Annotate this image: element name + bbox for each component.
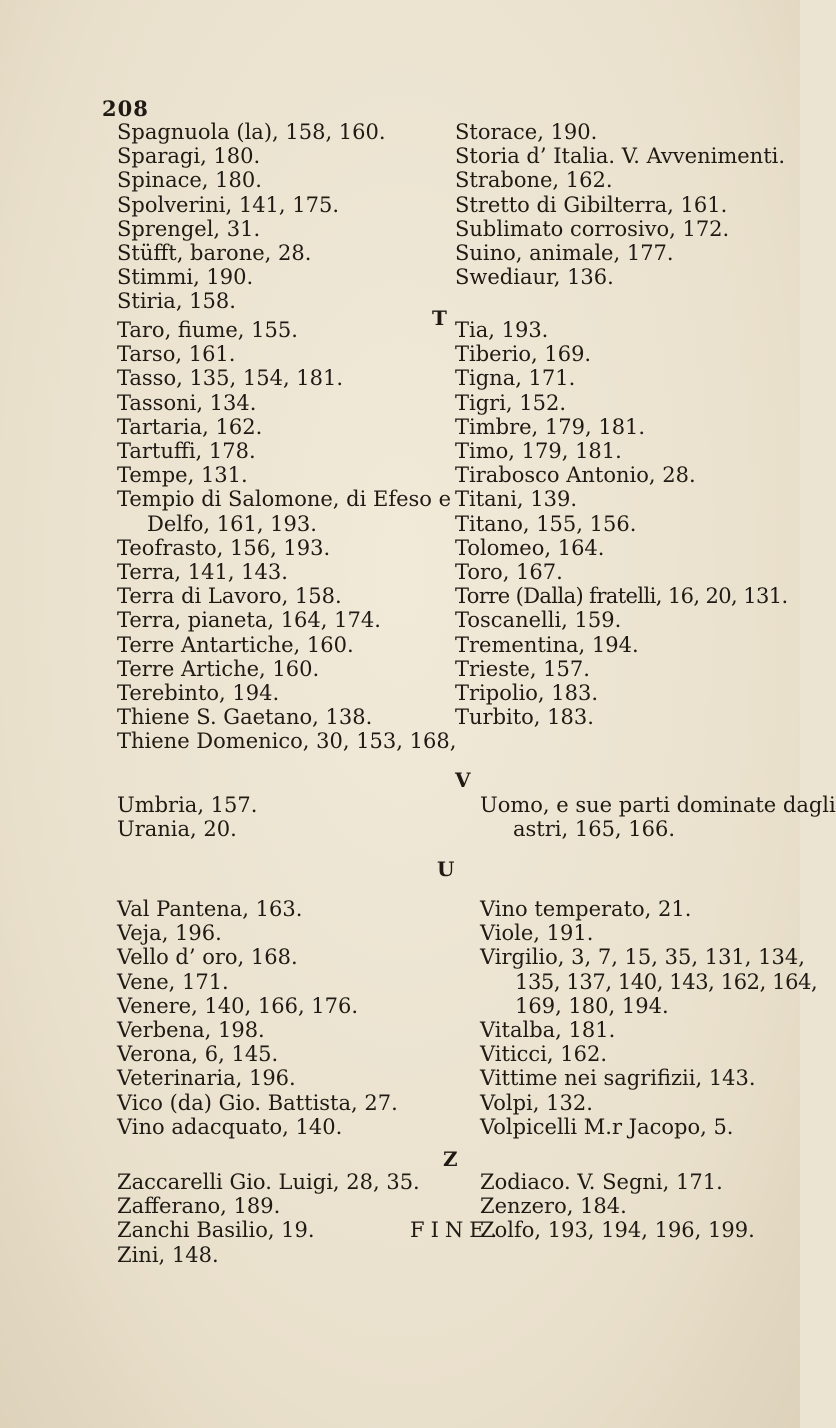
index-entry: Taro, fiume, 155. (117, 318, 298, 342)
index-entry: Tigri, 152. (455, 390, 567, 415)
index-entry: Vello d’ oro, 168. (117, 945, 298, 970)
index-entry: Verbena, 198. (117, 1018, 265, 1043)
index-entry: Umbria, 157. (117, 793, 258, 817)
index-entry: Tartaria, 162. (117, 414, 263, 439)
index-entry: Volpi, 132. (480, 1090, 593, 1115)
index-entry: Venere, 140, 166, 176. (117, 993, 359, 1018)
index-entry: Toro, 167. (455, 560, 563, 585)
index-entry: Spolverini, 141, 175. (117, 192, 340, 217)
index-entry: Urania, 20. (117, 817, 237, 842)
index-column-u-right (455, 793, 836, 842)
index-entry-continuation: astri, 165, 166. (513, 817, 676, 842)
index-entry: Storace, 190. (455, 120, 598, 144)
index-entry: Titani, 139. (455, 487, 578, 512)
index-entry: Vico (da) Gio. Battista, 27. (117, 1090, 398, 1115)
index-entry: Strabone, 162. (455, 168, 613, 193)
index-entry: Stretto di Gibilterra, 161. (455, 192, 728, 217)
index-entry: Zenzero, 184. (480, 1194, 627, 1219)
section-letter-t: T (432, 306, 447, 330)
index-entry: Viole, 191. (480, 921, 594, 946)
index-entry: Zanchi Basilio, 19. (117, 1218, 315, 1243)
index-entry-continuation: Delfo, 161, 193. (147, 511, 317, 536)
section-letter-u: U (437, 857, 455, 881)
index-entry: Val Pantena, 163. (117, 897, 303, 921)
index-entry: Zodiaco. V. Segni, 171. (480, 1170, 723, 1194)
section-letter-z: Z (443, 1147, 458, 1171)
index-entry: Torre (Dalla) fratelli, 16, 20, 131. (455, 584, 788, 609)
index-entry: Suino, animale, 177. (455, 241, 674, 266)
index-column-v-right (455, 897, 818, 1139)
index-entry: Volpicelli M.r Jacopo, 5. (480, 1114, 734, 1139)
index-entry: Terra, 141, 143. (117, 560, 288, 585)
index-entry: Uomo, e sue parti dominate dagli (480, 793, 836, 817)
index-entry: Vitalba, 181. (480, 1018, 616, 1043)
index-entry: Tigna, 171. (455, 366, 576, 391)
index-entry: Storia d’ Italia. V. Avvenimenti. (455, 144, 786, 169)
index-entry: Timo, 179, 181. (455, 439, 622, 464)
index-entry: Stimmi, 190. (117, 265, 254, 290)
index-column-s-left (117, 120, 465, 314)
page-number: 208 (102, 96, 149, 121)
index-entry: Tripolio, 183. (455, 681, 599, 706)
index-entry: Terre Artiche, 160. (117, 656, 320, 681)
index-entry: Stiria, 158. (117, 289, 236, 314)
index-entry: Virgilio, 3, 7, 15, 35, 131, 134, (480, 945, 805, 970)
index-entry: Sparagi, 180. (117, 144, 261, 169)
index-entry: Teofrasto, 156, 193. (117, 535, 331, 560)
index-entry: Vittime nei sagrifizii, 143. (480, 1066, 756, 1091)
index-entry: Trementina, 194. (455, 632, 639, 657)
index-entry: Toscanelli, 159. (455, 608, 622, 633)
index-entry: Spinace, 180. (117, 168, 262, 193)
index-entry-continuation: 169, 180, 194. (515, 993, 669, 1018)
section-letter-v: V (455, 768, 471, 792)
index-entry: Thiene Domenico, 30, 153, 168, (117, 729, 457, 754)
index-entry: Titano, 155, 156. (455, 511, 637, 536)
index-entry: Tempio di Salomone, di Efeso e (117, 487, 452, 512)
index-entry: Zaccarelli Gio. Luigi, 28, 35. (117, 1170, 420, 1194)
index-entry: Terebinto, 194. (117, 681, 280, 706)
index-entry: Verona, 6, 145. (117, 1042, 279, 1067)
index-entry: Spagnuola (la), 158, 160. (117, 120, 386, 144)
index-entry-continuation: 135, 137, 140, 143, 162, 164, (515, 969, 818, 994)
index-entry: Timbre, 179, 181. (455, 414, 646, 439)
index-entry: Veja, 196. (117, 921, 222, 946)
index-entry: Tarso, 161. (117, 342, 236, 367)
index-entry: Terre Antartiche, 160. (117, 632, 354, 657)
index-entry: Tirabosco Antonio, 28. (455, 463, 696, 488)
index-entry: Turbito, 183. (455, 705, 594, 730)
index-entry: Vene, 171. (117, 969, 229, 994)
index-entry: Thiene S. Gaetano, 138. (117, 705, 373, 730)
index-entry: Sublimato corrosivo, 172. (455, 216, 730, 241)
index-entry: Tiberio, 169. (455, 342, 592, 367)
index-entry: Veterinaria, 196. (117, 1066, 296, 1091)
index-entry: Terra, pianeta, 164, 174. (117, 608, 381, 633)
index-entry: Trieste, 157. (455, 656, 590, 681)
index-entry: Viticci, 162. (480, 1042, 608, 1067)
index-entry: Swediaur, 136. (455, 265, 614, 290)
index-entry: Zini, 148. (117, 1242, 219, 1267)
index-entry: Tempe, 131. (117, 463, 248, 488)
index-entry: Vino temperato, 21. (480, 897, 692, 921)
index-entry: Tia, 193. (455, 318, 549, 342)
index-entry: Vino adacquato, 140. (117, 1114, 343, 1139)
index-entry: Tasso, 135, 154, 181. (117, 366, 344, 391)
index-entry: Tassoni, 134. (117, 390, 257, 415)
index-column-v-left (117, 897, 465, 1139)
index-column-z-right (455, 1170, 785, 1243)
index-column-t-left (117, 318, 465, 754)
index-column-s-right (455, 120, 785, 289)
index-column-t-right (455, 318, 788, 730)
index-entry: Tolomeo, 164. (455, 535, 605, 560)
index-entry: Terra di Lavoro, 158. (117, 584, 342, 609)
index-entry: Zolfo, 193, 194, 196, 199. (480, 1218, 755, 1243)
index-entry: Sprengel, 31. (117, 216, 261, 241)
index-column-u-left (117, 793, 465, 841)
index-entry: Zafferano, 189. (117, 1194, 281, 1219)
index-entry: Tartuffi, 178. (117, 439, 256, 464)
end-mark: FINE. (410, 1218, 504, 1242)
index-entry: Stüfft, barone, 28. (117, 241, 312, 266)
